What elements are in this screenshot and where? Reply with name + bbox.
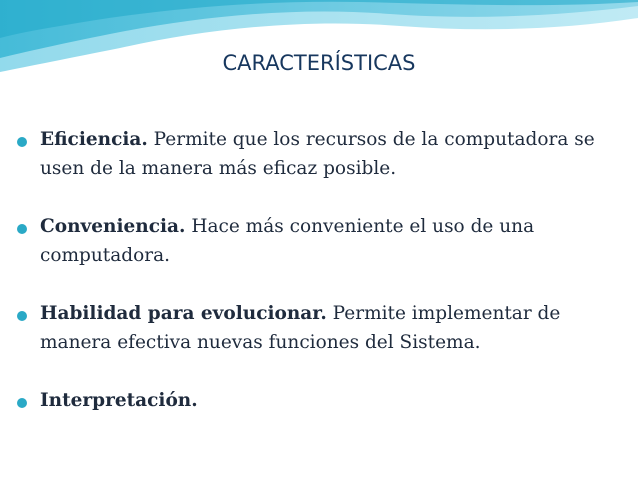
list-item	[17, 125, 617, 183]
item-term: Conveniencia.	[40, 216, 186, 237]
item-text: Permite implementar de manera efectiva nuevas funciones del Sistema.	[40, 303, 561, 353]
item-term: Eficiencia.	[40, 129, 148, 150]
list-item	[17, 299, 617, 357]
bullet-dot-icon	[17, 398, 27, 408]
bullet-dot-icon	[17, 224, 27, 234]
bullet-dot-icon	[17, 311, 27, 321]
page-title: CARACTERÍSTICAS	[222, 51, 416, 75]
bullet-dot-icon	[17, 137, 27, 147]
list-item	[17, 212, 617, 270]
bullet-list	[17, 125, 617, 415]
item-term: Interpretación.	[40, 390, 198, 411]
list-item	[17, 386, 617, 415]
item-text: Hace más conveniente el uso de una computadora.	[40, 216, 535, 266]
item-text: Permite que los recursos de la computadora se usen de la manera más eficaz posible.	[40, 129, 595, 179]
item-term: Habilidad para evolucionar.	[40, 303, 327, 324]
